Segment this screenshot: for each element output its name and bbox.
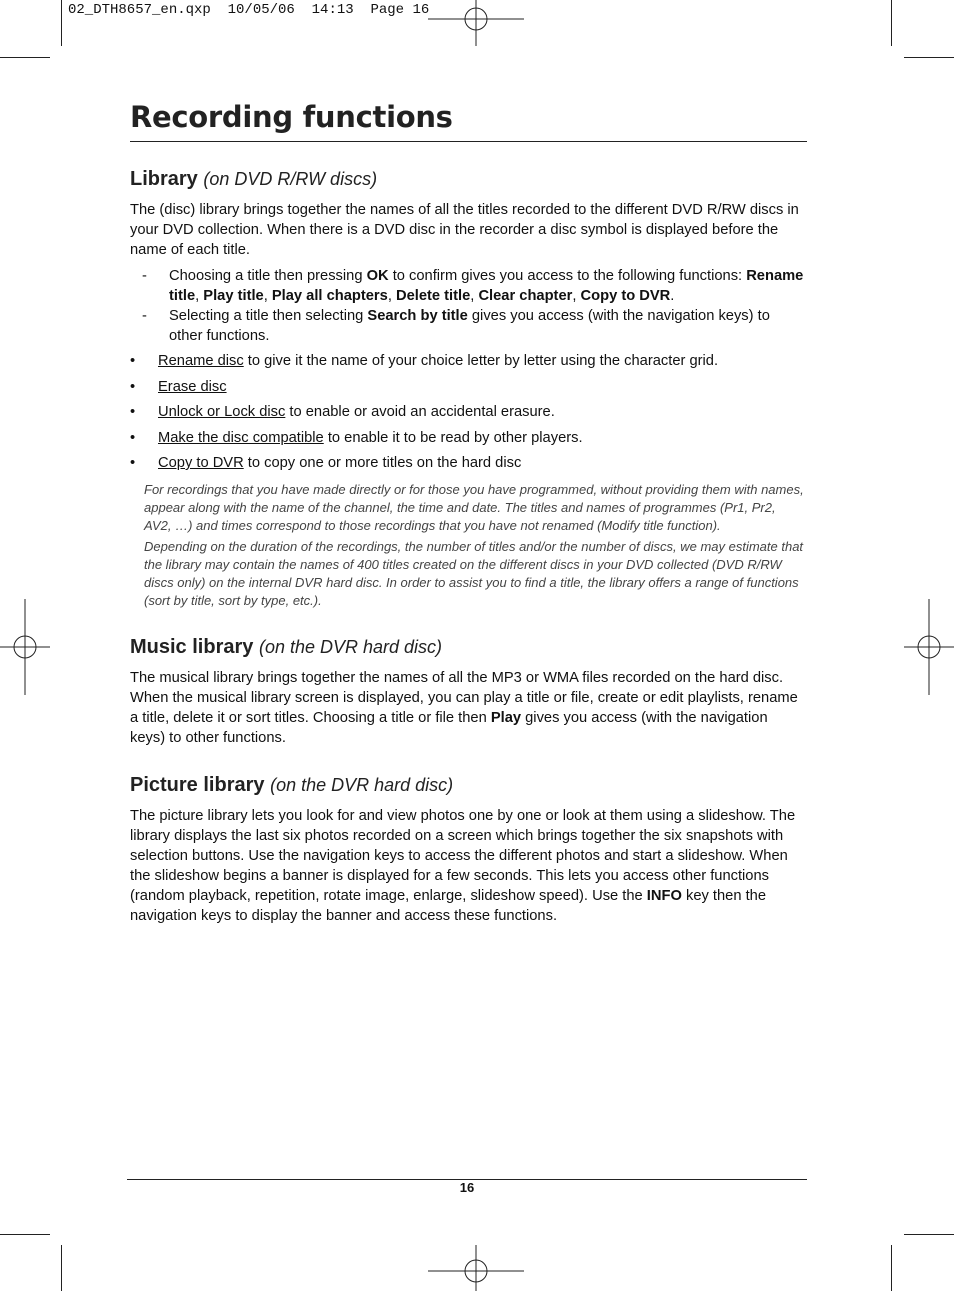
page-content [130,164,806,926]
crop-mark [0,1234,50,1235]
picture-heading-text: Picture library [130,773,265,796]
ok-key: OK [366,268,389,284]
crop-mark [891,0,892,46]
crop-mark [61,1245,62,1291]
list-item [130,377,806,397]
page-number: 16 [459,1180,475,1195]
picture-library-text [130,806,806,926]
separator: , [470,288,479,304]
title-divider [130,141,807,142]
library-heading-text: Library [130,168,198,190]
rename-disc-link[interactable]: Rename disc [158,353,244,369]
picture-library-heading [130,770,806,800]
separator: , [195,288,204,304]
text: key then the navigation keys to display the banner and access these functions. [130,887,766,924]
text: . [670,288,675,304]
print-slug: 02_DTH8657_en.qxp 10/05/06 14:13 Page 16 [68,2,430,18]
crop-mark [0,57,50,58]
text: gives you access (with the navigation keys) to other functions. [130,709,768,746]
text: gives you access (with the navigation keys) to other functions. [169,308,770,344]
function-name: Rename title [169,268,804,304]
crop-mark [904,1234,954,1235]
library-functions-list [130,266,806,346]
function-name: Play title [203,288,264,304]
function-name: Search by title [367,308,468,324]
erase-disc-link[interactable]: Erase disc [158,378,227,395]
separator: , [572,288,581,304]
registration-mark-left [0,599,50,695]
music-heading-text: Music library [130,635,254,658]
text: The picture library lets you look for and view photos one by one or look at them using a slideshow. The library displays the last six photos recorded on a screen which brings together the six snapshots with selection buttons. Use the navigation keys to access the different photos and start a slideshow. When the slideshow begins a banner is displayed for a few seconds. This lets you access other functions (random playback, repetition, rotate image, enlarge, slideshow speed). Use the [130,807,796,904]
page-title: Recording functions [130,100,453,134]
note-paragraph: For recordings that you have made directly or for those you have programmed, without providing them with names, appear along with the name of the channel, the time and date. The titles and names of programmes (Pr1, Pr2, AV2, …) and times correspond to those recordings that you have not renamed (Modify title function). [144,482,804,533]
list-item [130,266,806,306]
library-note [144,481,806,610]
function-name: Delete title [396,288,471,304]
copy-to-dvr-link[interactable]: Copy to DVR [158,455,244,471]
list-item [130,402,806,422]
picture-library-section [130,770,806,926]
music-subheading: (on the DVR hard disc) [258,636,443,657]
play-key: Play [490,709,522,726]
text: The musical library brings together the names of all the MP3 or WMA files recorded on the hard disc. When the musical library screen is displayed, you can play a title or file, create or edit playlists, rename a title, delete it or sort titles. Choosing a title or file then [130,669,798,726]
note-paragraph: Depending on the duration of the recordings, the number of titles and/or the number of discs, we may estimate that the library may contain the names of 400 titles created on the different discs in your DVD collected (DVD R/RW discs only) on the internal DVR hard disc. In order to assist you to find a title, the library offers a range of functions (sort by title, sort by type, etc.). [144,539,804,608]
text: Selecting a title then selecting [169,308,368,324]
function-name: Play all chapters [271,288,388,304]
list-item [130,453,806,473]
library-disc-options [130,351,806,473]
library-section [130,164,806,610]
crop-mark [904,57,954,58]
text: to enable or avoid an accidental erasure. [285,404,555,420]
make-disc-compatible-link[interactable]: Make the disc compatible [158,429,324,446]
library-subheading: (on DVD R/RW discs) [203,169,378,189]
text: to confirm gives you access to the following functions: [388,268,747,284]
text: Choosing a title then pressing [169,268,367,284]
list-item [130,351,806,371]
separator: , [387,288,396,304]
crop-mark [891,1245,892,1291]
library-intro: The (disc) library brings together the names of all the titles recorded to the different DVD R/RW discs in your DVD collection. When there is a DVD disc in the recorder a disc symbol is displayed before the name of each title. [130,202,799,258]
text: to copy one or more titles on the hard disc [243,455,522,471]
music-library-section [130,632,806,748]
registration-mark-right [904,599,954,695]
text: to give it the name of your choice letter by letter using the character grid. [243,353,719,369]
music-library-text [130,668,806,748]
text: to enable it to be read by other players. [323,429,583,446]
list-item [130,306,806,346]
unlock-lock-disc-link[interactable]: Unlock or Lock disc [158,404,286,420]
function-name: Clear chapter [478,288,573,304]
library-heading [130,164,806,194]
crop-mark [61,0,62,46]
picture-subheading: (on the DVR hard disc) [270,774,454,795]
function-name: Copy to DVR [580,288,671,304]
separator: , [263,288,272,304]
registration-mark-top [428,0,524,46]
music-library-heading [130,632,806,662]
list-item [130,428,806,448]
info-key: INFO [646,887,682,904]
registration-mark-bottom [428,1245,524,1291]
